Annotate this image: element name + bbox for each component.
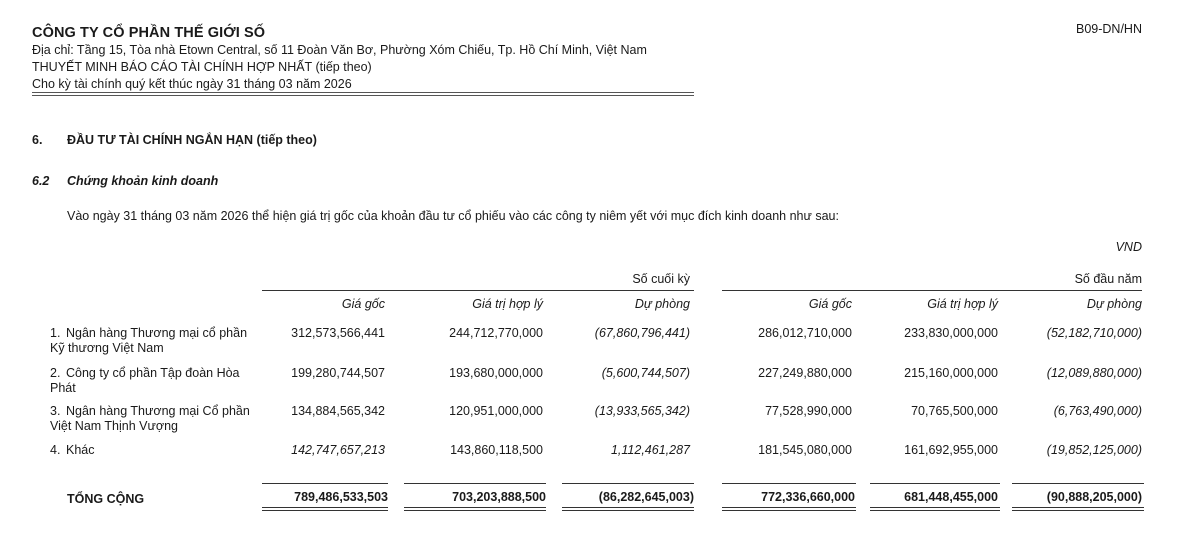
row-name: Công ty cổ phần Tập đoàn Hòa Phát xyxy=(50,366,240,395)
table-cell: 233,830,000,000 xyxy=(904,326,998,340)
row-number: 3. xyxy=(50,404,61,418)
total-rule-top xyxy=(1012,483,1144,484)
table-cell: 120,951,000,000 xyxy=(449,404,543,418)
group-header-start-year: Số đầu năm xyxy=(1074,272,1142,286)
total-cell: 772,336,660,000 xyxy=(761,490,855,504)
form-code: B09-DN/HN xyxy=(1076,22,1142,36)
group-rule-start-year xyxy=(722,290,1142,291)
row-number: 1. xyxy=(50,326,61,340)
table-cell: 199,280,744,507 xyxy=(291,366,385,380)
table-cell: 286,012,710,000 xyxy=(758,326,852,340)
total-rule-bottom xyxy=(404,507,546,508)
report-period: Cho kỳ tài chính quý kết thúc ngày 31 tháng 03 năm 2026 xyxy=(32,77,352,91)
row-number: 2. xyxy=(50,366,61,380)
row-number: 4. xyxy=(50,443,61,457)
total-rule-top xyxy=(262,483,388,484)
currency-unit: VND xyxy=(1115,240,1142,254)
report-title: THUYẾT MINH BÁO CÁO TÀI CHÍNH HỢP NHẤT (tiếp theo) xyxy=(32,60,372,74)
table-cell: (6,763,490,000) xyxy=(1053,404,1142,418)
total-rule-bottom xyxy=(1012,510,1144,511)
company-address: Địa chỉ: Tầng 15, Tòa nhà Etown Central, số 11 Đoàn Văn Bơ, Phường Xóm Chiếu, Tp. Hồ Chí Minh, Việt Nam xyxy=(32,43,647,57)
section-number: 6. xyxy=(32,133,43,147)
col-header-provision-start: Dự phòng xyxy=(1086,297,1142,311)
total-cell: 703,203,888,500 xyxy=(452,490,546,504)
table-cell: 161,692,955,000 xyxy=(904,443,998,457)
col-header-provision-end: Dự phòng xyxy=(634,297,690,311)
group-header-end-period: Số cuối kỳ xyxy=(632,272,690,286)
company-name: CÔNG TY CỔ PHẦN THẾ GIỚI SỐ xyxy=(32,25,266,41)
total-cell: (86,282,645,003) xyxy=(598,490,694,504)
group-rule-end-period xyxy=(262,290,694,291)
row-name: Khác xyxy=(66,443,95,457)
total-cell: 681,448,455,000 xyxy=(904,490,998,504)
table-row-label xyxy=(50,326,260,356)
table-cell: (19,852,125,000) xyxy=(1046,443,1142,457)
total-label: TỔNG CỘNG xyxy=(67,492,145,506)
table-cell: 143,860,118,500 xyxy=(450,443,543,457)
header-rule-double xyxy=(32,95,694,96)
table-cell: 134,884,565,342 xyxy=(291,404,385,418)
total-rule-top xyxy=(404,483,546,484)
table-cell: (52,182,710,000) xyxy=(1046,326,1142,340)
table-cell: 193,680,000,000 xyxy=(449,366,543,380)
col-header-cost-end: Giá gốc xyxy=(341,297,385,311)
total-rule-bottom xyxy=(404,510,546,511)
row-name: Ngân hàng Thương mại cổ phần Kỹ thương Việt Nam xyxy=(50,326,248,355)
section-title: ĐẦU TƯ TÀI CHÍNH NGẮN HẠN (tiếp theo) xyxy=(67,133,317,147)
total-rule-bottom xyxy=(870,507,1000,508)
table-cell: (13,933,565,342) xyxy=(594,404,690,418)
table-cell: 215,160,000,000 xyxy=(904,366,998,380)
total-rule-bottom xyxy=(562,507,694,508)
total-rule-top xyxy=(870,483,1000,484)
subsection-title: Chứng khoản kinh doanh xyxy=(67,174,219,188)
table-row-label xyxy=(50,443,260,458)
table-cell: (67,860,796,441) xyxy=(594,326,690,340)
total-rule-bottom xyxy=(262,507,388,508)
total-rule-top xyxy=(562,483,694,484)
total-rule-bottom xyxy=(722,507,856,508)
table-cell: 181,545,080,000 xyxy=(758,443,852,457)
table-cell: 227,249,880,000 xyxy=(758,366,852,380)
table-cell: 244,712,770,000 xyxy=(449,326,543,340)
table-cell: 1,112,461,287 xyxy=(610,443,690,457)
table-cell: 312,573,566,441 xyxy=(291,326,385,340)
table-cell: (12,089,880,000) xyxy=(1046,366,1142,380)
table-row-label xyxy=(50,404,260,434)
total-rule-bottom xyxy=(722,510,856,511)
row-name: Ngân hàng Thương mại Cổ phần Việt Nam Thịnh Vượng xyxy=(50,404,250,433)
subsection-number: 6.2 xyxy=(32,174,50,188)
col-header-cost-start: Giá gốc xyxy=(808,297,852,311)
total-rule-bottom xyxy=(870,510,1000,511)
table-cell: (5,600,744,507) xyxy=(601,366,690,380)
col-header-fairvalue-start: Giá trị hợp lý xyxy=(927,297,998,311)
total-rule-bottom xyxy=(262,510,388,511)
total-rule-bottom xyxy=(1012,507,1144,508)
header-rule xyxy=(32,92,694,93)
table-row-label xyxy=(50,366,260,396)
total-cell: 789,486,533,503 xyxy=(294,490,388,504)
col-header-fairvalue-end: Giá trị hợp lý xyxy=(472,297,543,311)
intro-paragraph: Vào ngày 31 tháng 03 năm 2026 thể hiện giá trị gốc của khoản đầu tư cổ phiếu vào các công ty niêm yết với mục đích kinh doanh như sau: xyxy=(67,209,839,223)
total-cell: (90,888,205,000) xyxy=(1046,490,1142,504)
table-cell: 70,765,500,000 xyxy=(911,404,998,418)
table-cell: 77,528,990,000 xyxy=(765,404,852,418)
total-rule-bottom xyxy=(562,510,694,511)
total-rule-top xyxy=(722,483,856,484)
table-cell: 142,747,657,213 xyxy=(291,443,385,457)
